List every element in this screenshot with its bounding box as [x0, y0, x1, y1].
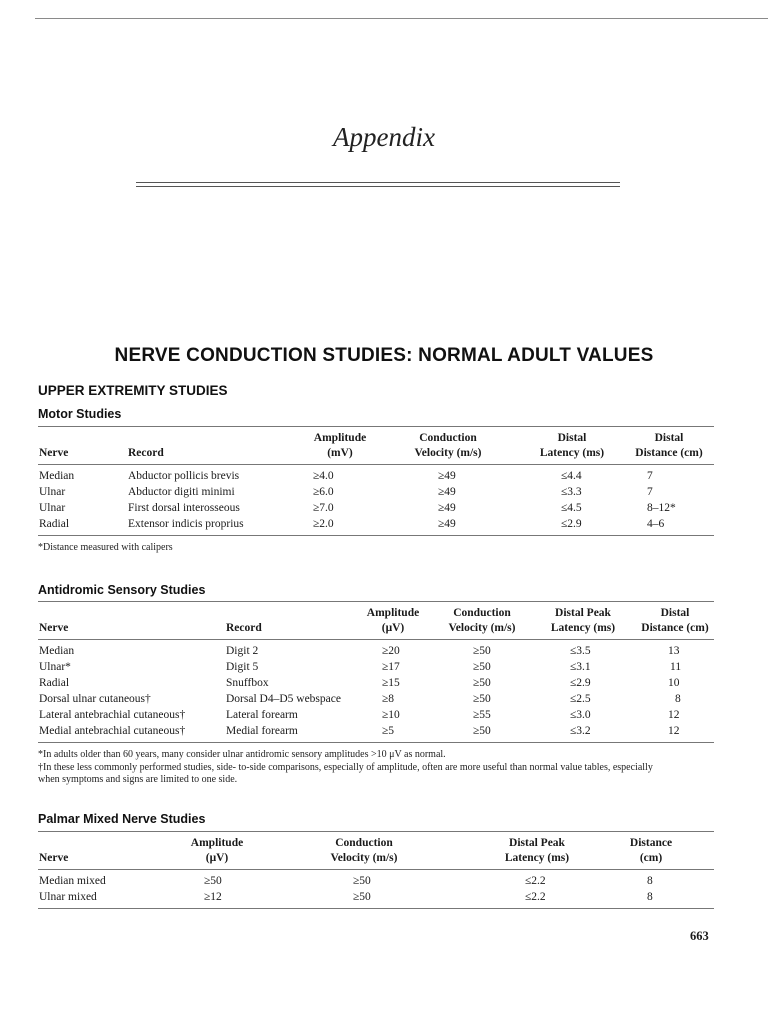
sensory-header-record: Record [226, 622, 262, 634]
sensory-cell-velocity: ≥50 [473, 725, 491, 737]
sensory-cell-nerve: Medial antebrachial cutaneous† [39, 725, 186, 737]
palmar-cell-velocity: ≥50 [353, 891, 371, 903]
sensory-header-velocity-line2: Velocity (m/s) [448, 622, 516, 634]
palmar-studies-heading: Palmar Mixed Nerve Studies [38, 812, 206, 826]
sensory-cell-velocity: ≥50 [473, 677, 491, 689]
palmar-header-velocity-line1: Conduction [335, 837, 393, 849]
sensory-cell-amplitude: ≥5 [382, 725, 395, 737]
sensory-cell-record: Medial forearm [226, 725, 298, 737]
sensory-header-amplitude-line2: (μV) [381, 622, 405, 634]
sensory-top-rule [38, 601, 714, 602]
palmar-cell-latency: ≤2.2 [525, 891, 546, 903]
motor-header-distance-line1: Distal [654, 432, 684, 444]
motor-top-rule [38, 426, 714, 427]
motor-header-distance [622, 431, 716, 461]
sensory-cell-latency: ≤2.9 [570, 677, 591, 689]
sensory-header-distance-line2: Distance (cm) [641, 622, 709, 634]
page-number: 663 [690, 929, 709, 943]
sensory-cell-nerve: Ulnar* [39, 661, 71, 673]
motor-cell-latency: ≤2.9 [561, 518, 582, 530]
sensory-header-amplitude [348, 606, 438, 636]
sensory-cell-amplitude: ≥8 [382, 693, 395, 705]
palmar-header-velocity [314, 836, 414, 866]
sensory-cell-nerve: Median [39, 645, 75, 657]
palmar-bottom-rule [38, 908, 714, 909]
motor-cell-distance: 7 [647, 470, 653, 482]
sensory-header-velocity-line1: Conduction [453, 607, 511, 619]
sensory-cell-amplitude: ≥17 [382, 661, 400, 673]
motor-cell-record: Abductor pollicis brevis [128, 470, 240, 482]
motor-cell-nerve: Ulnar [39, 486, 66, 498]
sensory-header-distance [628, 606, 722, 636]
palmar-header-amplitude-line1: Amplitude [190, 837, 244, 849]
sensory-header-amplitude-line1: Amplitude [366, 607, 420, 619]
motor-cell-amplitude: ≥2.0 [313, 518, 334, 530]
main-heading: NERVE CONDUCTION STUDIES: NORMAL ADULT VALUES [114, 345, 654, 366]
sensory-cell-latency: ≤2.5 [570, 693, 591, 705]
sensory-header-distance-line1: Distal [660, 607, 690, 619]
sensory-cell-distance: 11 [670, 661, 682, 673]
upper-extremity-heading: UPPER EXTREMITY STUDIES [38, 383, 228, 398]
sensory-studies-heading: Antidromic Sensory Studies [38, 583, 206, 597]
palmar-header-distance [611, 836, 691, 866]
palmar-cell-nerve: Ulnar mixed [39, 891, 97, 903]
motor-cell-velocity: ≥49 [438, 470, 456, 482]
palmar-cell-nerve: Median mixed [39, 875, 106, 887]
sensory-cell-velocity: ≥55 [473, 709, 491, 721]
palmar-top-rule [38, 831, 714, 832]
motor-bottom-rule [38, 535, 714, 536]
motor-header-velocity-line1: Conduction [419, 432, 477, 444]
motor-header-amplitude-line1: Amplitude [313, 432, 367, 444]
motor-cell-nerve: Median [39, 470, 75, 482]
sensory-cell-distance: 8 [675, 693, 681, 705]
motor-cell-velocity: ≥49 [438, 486, 456, 498]
palmar-header-latency [487, 836, 587, 866]
sensory-cell-distance: 12 [668, 709, 680, 721]
palmar-header-distance-line2: (cm) [639, 852, 663, 864]
palmar-cell-latency: ≤2.2 [525, 875, 546, 887]
sensory-cell-amplitude: ≥15 [382, 677, 400, 689]
palmar-header-latency-line1: Distal Peak [509, 837, 565, 849]
motor-header-amplitude-line2: (mV) [327, 447, 353, 459]
motor-header-latency-line2: Latency (ms) [539, 447, 605, 459]
motor-studies-heading: Motor Studies [38, 407, 122, 421]
motor-cell-record: Abductor digiti minimi [128, 486, 235, 498]
appendix-title: Appendix [333, 122, 435, 152]
sensory-cell-latency: ≤3.1 [570, 661, 591, 673]
palmar-header-velocity-line2: Velocity (m/s) [330, 852, 398, 864]
sensory-cell-amplitude: ≥10 [382, 709, 400, 721]
sensory-cell-velocity: ≥50 [473, 661, 491, 673]
palmar-header-nerve: Nerve [39, 852, 69, 864]
sensory-cell-latency: ≤3.0 [570, 709, 591, 721]
sensory-header-nerve: Nerve [39, 622, 69, 634]
sensory-cell-latency: ≤3.5 [570, 645, 591, 657]
motor-cell-distance: 7 [647, 486, 653, 498]
sensory-cell-record: Digit 2 [226, 645, 259, 657]
sensory-cell-distance: 12 [668, 725, 680, 737]
sensory-cell-distance: 13 [668, 645, 680, 657]
motor-footnote: *Distance measured with calipers [38, 542, 173, 553]
motor-cell-distance: 8–12* [647, 502, 676, 514]
motor-header-nerve: Nerve [39, 447, 69, 459]
motor-cell-latency: ≤4.4 [561, 470, 582, 482]
motor-cell-latency: ≤4.5 [561, 502, 582, 514]
sensory-cell-velocity: ≥50 [473, 645, 491, 657]
palmar-header-amplitude [172, 836, 262, 866]
motor-header-rule [38, 464, 714, 465]
motor-cell-amplitude: ≥6.0 [313, 486, 334, 498]
motor-header-distance-line2: Distance (cm) [635, 447, 703, 459]
sensory-footnote-2: †In these less commonly performed studies, side- to-side comparisons, especially of amplitude, often are more useful than normal value tables, especially [38, 762, 653, 773]
sensory-cell-latency: ≤3.2 [570, 725, 591, 737]
palmar-cell-velocity: ≥50 [353, 875, 371, 887]
sensory-header-latency-line2: Latency (ms) [550, 622, 616, 634]
title-rule-bottom [136, 186, 620, 187]
palmar-cell-distance: 8 [647, 891, 653, 903]
motor-header-amplitude [295, 431, 385, 461]
sensory-header-rule [38, 639, 714, 640]
sensory-cell-record: Lateral forearm [226, 709, 298, 721]
motor-cell-nerve: Ulnar [39, 502, 66, 514]
motor-cell-distance: 4–6 [647, 518, 665, 530]
palmar-header-amplitude-line2: (μV) [205, 852, 229, 864]
sensory-cell-velocity: ≥50 [473, 693, 491, 705]
sensory-header-latency-line1: Distal Peak [555, 607, 611, 619]
title-rule-top [136, 182, 620, 183]
sensory-cell-nerve: Lateral antebrachial cutaneous† [39, 709, 186, 721]
motor-cell-velocity: ≥49 [438, 518, 456, 530]
motor-cell-amplitude: ≥4.0 [313, 470, 334, 482]
motor-header-record: Record [128, 447, 164, 459]
palmar-cell-distance: 8 [647, 875, 653, 887]
motor-cell-record: Extensor indicis proprius [128, 518, 244, 530]
sensory-cell-amplitude: ≥20 [382, 645, 400, 657]
sensory-cell-distance: 10 [668, 677, 680, 689]
top-rule [35, 18, 768, 19]
sensory-cell-nerve: Radial [39, 677, 70, 689]
motor-header-velocity [398, 431, 498, 461]
motor-cell-nerve: Radial [39, 518, 70, 530]
palmar-header-rule [38, 869, 714, 870]
palmar-cell-amplitude: ≥12 [204, 891, 222, 903]
motor-header-latency-line1: Distal [557, 432, 587, 444]
sensory-cell-record: Snuffbox [226, 677, 269, 689]
motor-cell-latency: ≤3.3 [561, 486, 582, 498]
sensory-bottom-rule [38, 742, 714, 743]
palmar-header-distance-line1: Distance [629, 837, 673, 849]
palmar-cell-amplitude: ≥50 [204, 875, 222, 887]
palmar-header-latency-line2: Latency (ms) [504, 852, 570, 864]
sensory-footnote-2-continued: when symptoms and signs are limited to one side. [38, 774, 238, 785]
motor-header-latency [522, 431, 622, 461]
sensory-header-latency [533, 606, 633, 636]
motor-cell-velocity: ≥49 [438, 502, 456, 514]
sensory-footnote-1: *In adults older than 60 years, many consider ulnar antidromic sensory amplitudes >10 μV as normal. [38, 749, 446, 760]
sensory-cell-record: Digit 5 [226, 661, 259, 673]
motor-header-velocity-line2: Velocity (m/s) [414, 447, 482, 459]
motor-cell-amplitude: ≥7.0 [313, 502, 334, 514]
sensory-cell-record: Dorsal D4–D5 webspace [226, 693, 341, 705]
sensory-cell-nerve: Dorsal ulnar cutaneous† [39, 693, 151, 705]
motor-cell-record: First dorsal interosseous [128, 502, 240, 514]
sensory-header-velocity [432, 606, 532, 636]
